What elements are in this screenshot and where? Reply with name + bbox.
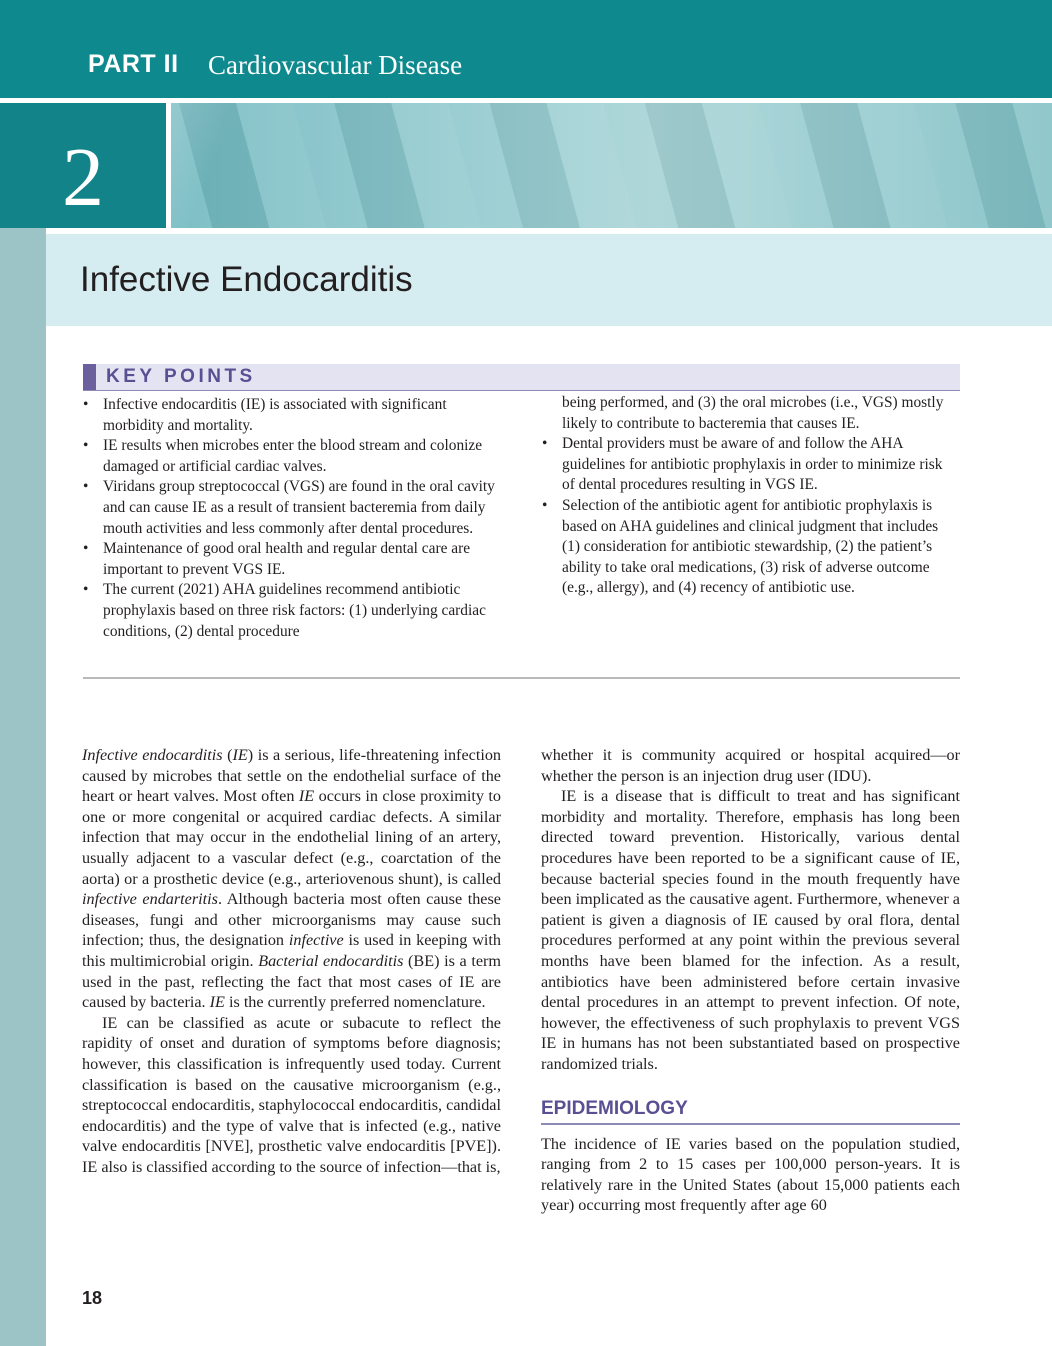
- chapter-title: Infective Endocarditis: [80, 260, 413, 299]
- key-points-bottom-rule: [83, 677, 960, 679]
- term-italic: Bacterial endocarditis: [258, 951, 404, 970]
- decorative-photo-banner: [171, 103, 1052, 228]
- text-run: is a serious, life-threatening infection caused by microbes that settle on the endothelial surface of the heart or heart valves. Most often: [82, 746, 502, 806]
- part-label: PART II: [88, 50, 179, 78]
- chapter-number: 2: [62, 131, 104, 224]
- key-point-item: • Selection of the antibiotic agent for antibiotic prophylaxis is based on AHA guidelines and clinical judgment that includes (1) consideration for antibiotic stewardship, (2) the patient’s ability to take oral medications, (3) risk of adverse outcome (e.g., allergy), and (4) recency of antibiotic use.: [541, 496, 959, 599]
- key-points-marker: [83, 364, 96, 390]
- part-header-band: [0, 0, 1052, 98]
- body-left-column: [82, 745, 501, 1177]
- text-run: . Although bacteria most often cause these diseases, fungi and other microorganisms may cause such infection; thus, the designation: [82, 890, 501, 950]
- text-run: is the currently preferred nomenclature.: [224, 993, 486, 1012]
- body-paragraph: Infective endocarditis (IE) is a serious, life-threatening infection caused by microbes that settle on the endothelial surface of the heart or heart valves. Most often IE occurs in close proximity to one or more congenital or acquired cardiac defects. A similar infection that may occur in the endothelial lining of an artery, usually adjacent to a vascular defect (e.g., coarctation of the aorta) or a prosthetic device (e.g., arteriovenous shunt), is called infective endarteritis. Although bacteria most often cause these diseases, fungi and other microorganisms may cause such infection; thus, the designation infective is used in keeping with this multimicrobial origin. Bacterial endocarditis (BE) is a term used in the past, reflecting the fact that most cases of IE are caused by bacteria. IE is the currently preferred nomenclature.: [82, 746, 502, 1012]
- section-heading-rule: [541, 1123, 960, 1125]
- term-italic: Infective endocarditis: [82, 746, 223, 764]
- term-italic: IE: [209, 993, 225, 1012]
- page-number: 18: [82, 1288, 103, 1308]
- key-point-item: • Infective endocarditis (IE) is associated with significant morbidity and mortality.: [82, 395, 500, 436]
- key-point-continuation: being performed, and (3) the oral microbes (i.e., VGS) mostly likely to contribute to bacteremia that causes IE.: [562, 394, 944, 432]
- body-paragraph: whether it is community acquired or hospital acquired—or whether the person is an injection drug user (IDU).: [541, 746, 960, 785]
- body-paragraph: IE can be classified as acute or subacute to reflect the rapidity of onset and duration of symptoms before diagnosis; however, this classification is infrequently used today. Current classification is based on the causative microorganism (e.g., streptococcal endocarditis, staphylococcal endocarditis, candidal endocarditis) and the type of valve that is infected (e.g., native valve endocarditis [NVE], prosthetic valve endocarditis [PVE]). IE also is classified according to the source of infection—that is,: [82, 1013, 501, 1176]
- section-heading-epidemiology: EPIDEMIOLOGY: [541, 1097, 688, 1119]
- key-points-heading: KEY POINTS: [106, 366, 256, 387]
- term-italic: IE: [232, 746, 248, 764]
- text-run: is used in keeping with this multimicrobial origin.: [82, 931, 501, 970]
- key-points-left-column: [82, 395, 500, 642]
- body-right-column: [541, 745, 960, 1216]
- key-points-right-column: [541, 393, 959, 599]
- term-italic: infective: [288, 931, 344, 950]
- key-point-item: • Maintenance of good oral health and regular dental care are important to prevent VGS IE.: [82, 539, 500, 580]
- key-point-item: • The current (2021) AHA guidelines recommend antibiotic prophylaxis based on three risk factors: (1) underlying cardiac conditions, (2) dental procedure: [82, 580, 500, 642]
- key-point-item: • Viridans group streptococcal (VGS) are found in the oral cavity and can cause IE as a result of transient bacteremia from daily mouth activities and less commonly after dental procedures.: [82, 477, 500, 539]
- term-italic: IE: [298, 787, 315, 806]
- key-point-item: • IE results when microbes enter the blood stream and colonize damaged or artificial cardiac valves.: [82, 436, 500, 477]
- page-side-strip: [0, 228, 46, 1346]
- part-title: Cardiovascular Disease: [208, 50, 463, 80]
- key-point-item: • Dental providers must be aware of and follow the AHA guidelines for antibiotic prophylaxis in order to minimize risk of dental procedures resulting in VGS IE.: [541, 434, 959, 496]
- body-paragraph: The incidence of IE varies based on the population studied, ranging from 2 to 15 cases per 100,000 person-years. It is relatively rare in the United States (about 15,000 patients each year) occurring most frequently after age 60: [541, 1134, 960, 1215]
- text-run: occurs in close proximity to one or more congenital or acquired cardiac defects. A similar infection that may occur in the endothelial lining of an artery, usually adjacent to a vascular defect (e.g., coarctation of the aorta) or a prosthetic device (e.g., arteriovenous shunt), is called: [82, 787, 501, 888]
- term-italic: infective endarteritis: [82, 890, 218, 909]
- body-paragraph: IE is a disease that is difficult to treat and has significant morbidity and mortality. Therefore, emphasis has long been directed toward prevention. Historically, various dental procedures have been reported to be a significant cause of IE, because bacterial species found in the mouth frequently have been implicated as the causative agent. Furthermore, whenever a patient is given a diagnosis of IE caused by oral flora, dental procedures performed at any point within the previous several months have been blamed for the infection. As a result, antibiotics have been administered before certain invasive dental procedures in an attempt to prevent infection. Of note, however, the effectiveness of such prophylaxis to prevent VGS IE in humans has not been substantiated based on prospective randomized trials.: [541, 787, 960, 1073]
- text-run: (BE) is a term used in the past, reflecting the fact that most cases of IE are caused by bacteria.: [82, 951, 501, 1012]
